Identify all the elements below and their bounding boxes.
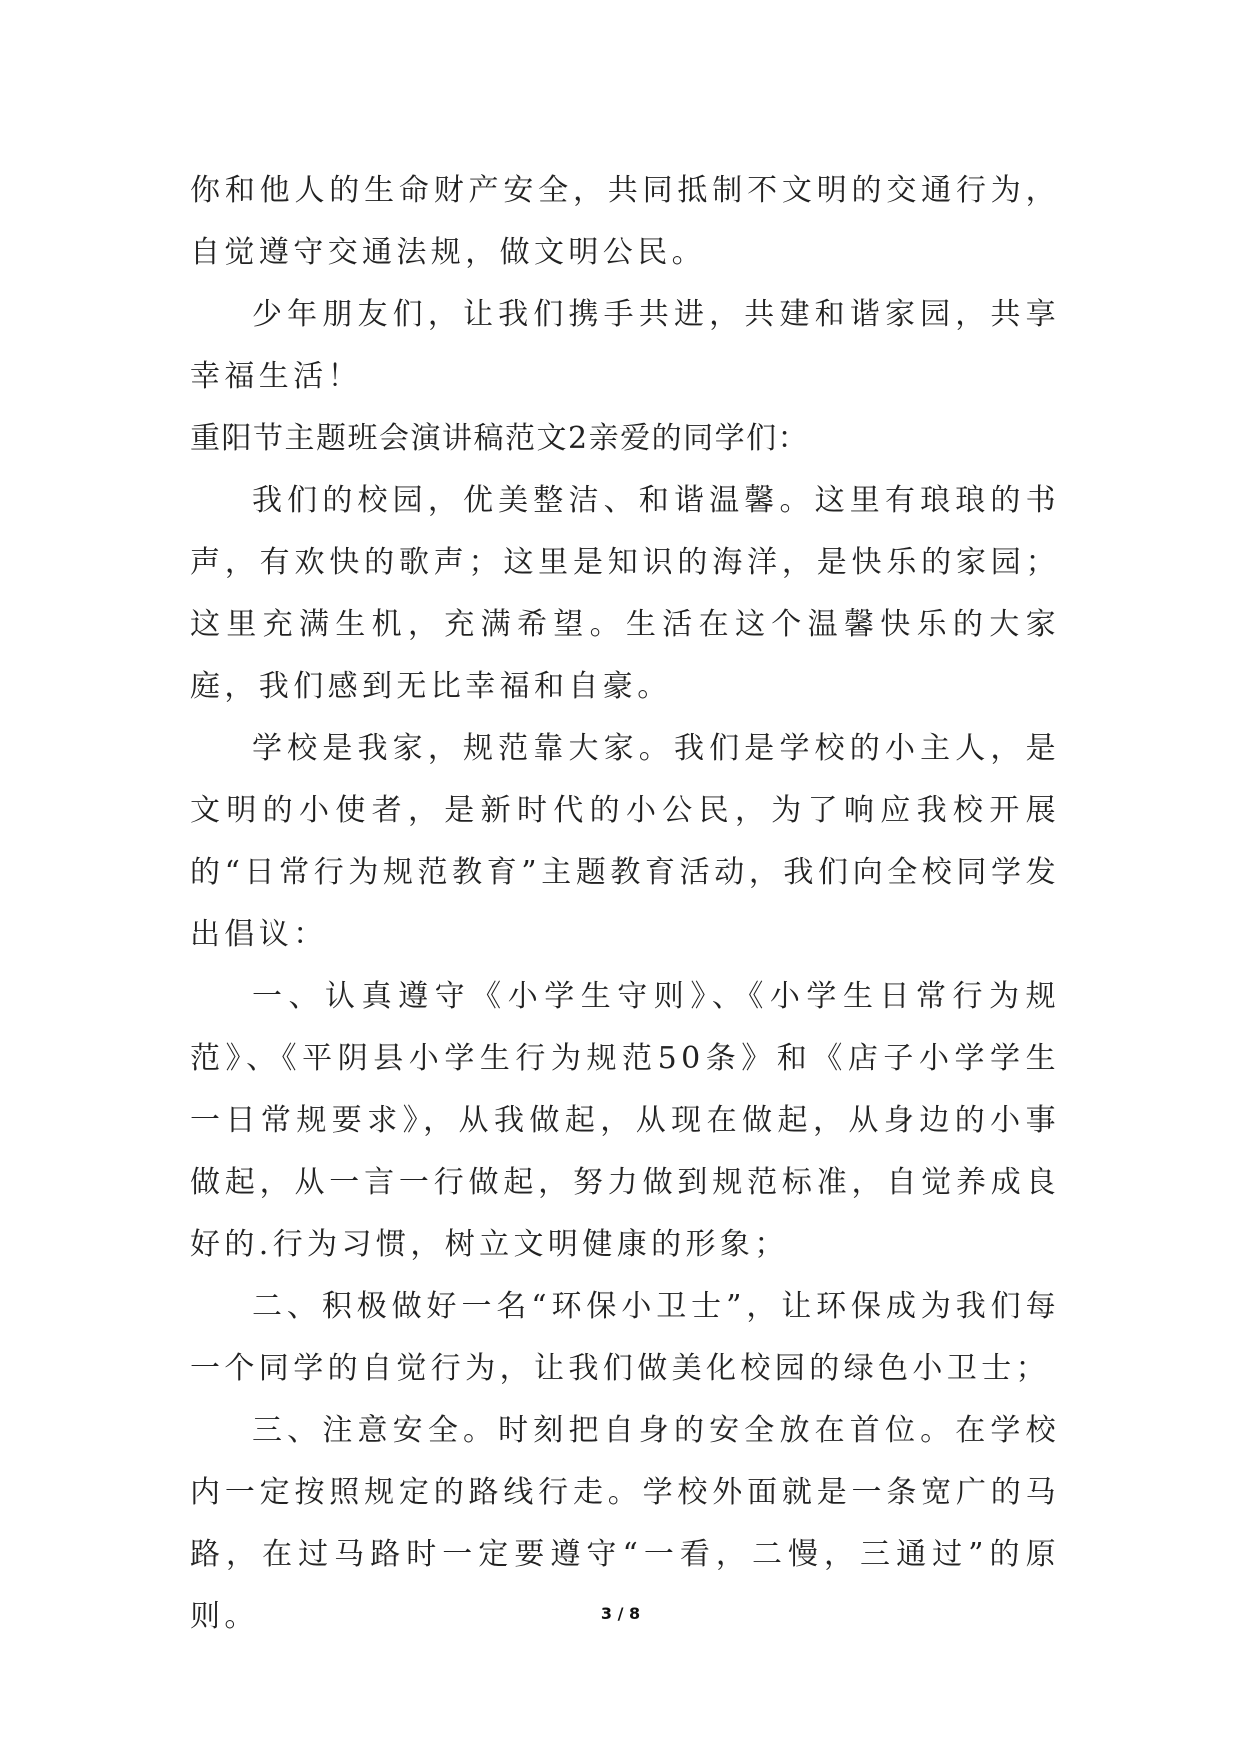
section-heading: 重阳节主题班会演讲稿范文2亲爱的同学们： — [190, 421, 810, 456]
paragraph-1: 你和他人的生命财产安全，共同抵制不文明的交通行为，自觉遵守交通法规，做文明公民。 — [190, 173, 1060, 270]
paragraph-3: 我们的校园，优美整洁、和谐温馨。这里有琅琅的书声，有欢快的歌声；这里是知识的海洋，是快乐的家园；这里充满生机，充满希望。生活在这个温馨快乐的大家庭，我们感到无比幸福和自豪。 — [190, 483, 1060, 704]
paragraph-6: 二、积极做好一名“环保小卫士”，让环保成为我们每一个同学的自觉行为，让我们做美化校园的绿色小卫士； — [190, 1289, 1060, 1386]
paragraph-4: 学校是我家，规范靠大家。我们是学校的小主人，是文明的小使者，是新时代的小公民，为了响应我校开展的“日常行为规范教育”主题教育活动，我们向全校同学发出倡议： — [190, 731, 1060, 952]
paragraph-5: 一、认真遵守《小学生守则》、《小学生日常行为规范》、《平阴县小学生行为规范50条》和《店子小学学生一日常规要求》，从我做起，从现在做起，从身边的小事做起，从一言一行做起，努力做到规范标准，自觉养成良好的.行为习惯，树立文明健康的形象； — [190, 979, 1060, 1262]
document-body — [190, 160, 1060, 1648]
paragraph-7: 三、注意安全。时刻把自身的安全放在首位。在学校内一定按照规定的路线行走。学校外面就是一条宽广的马路，在过马路时一定要遵守“一看，二慢，三通过”的原则。 — [190, 1413, 1060, 1634]
paragraph-2: 少年朋友们，让我们携手共进，共建和谐家园，共享幸福生活！ — [190, 297, 1060, 394]
page-number: 3 / 8 — [600, 1604, 641, 1623]
